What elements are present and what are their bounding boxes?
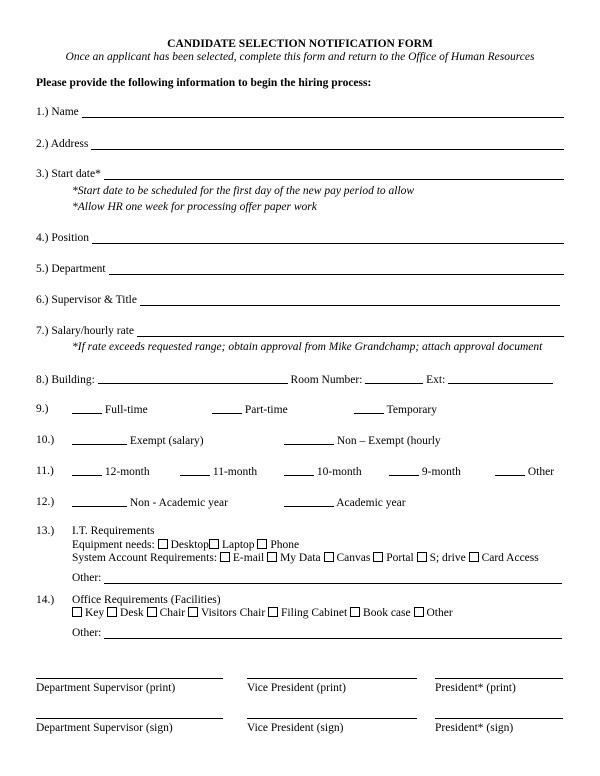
checkbox-icon[interactable] [417, 552, 427, 562]
facilities-other-field[interactable] [72, 627, 562, 639]
q9-option-temporary[interactable]: Temporary [354, 403, 437, 416]
position-field[interactable] [36, 232, 564, 244]
sys-cardaccess-option[interactable]: Card Access [469, 552, 539, 564]
q9-number: 9.) [36, 403, 49, 415]
q11-option-11month[interactable]: 11-month [180, 465, 257, 478]
checkbox-icon[interactable] [350, 607, 360, 617]
building-line[interactable] [98, 373, 288, 384]
fac-desk-option[interactable]: Desk [107, 607, 144, 619]
position-line[interactable] [92, 232, 564, 244]
fac-book-case-option[interactable]: Book case [350, 607, 411, 619]
checkbox-icon[interactable] [107, 607, 117, 617]
system-accounts-row [72, 552, 539, 564]
q13-number: 13.) [36, 525, 55, 537]
building-row [36, 373, 553, 386]
checkbox-icon[interactable] [414, 607, 424, 617]
q12-option-academic[interactable]: Academic year [284, 496, 406, 509]
department-field[interactable] [36, 263, 564, 275]
q12-number: 12.) [36, 496, 55, 508]
name-label: 1.) Name [36, 106, 79, 118]
start-date-note-1: *Start date to be scheduled for the first day of the new pay period to allow [72, 185, 415, 197]
checkbox-icon[interactable] [267, 552, 277, 562]
q11-option-9month[interactable]: 9-month [389, 465, 461, 478]
president-sign-label: President* (sign) [435, 722, 514, 734]
checkbox-icon[interactable] [72, 607, 82, 617]
q11-option-10month[interactable]: 10-month [284, 465, 362, 478]
start-date-label: 3.) Start date* [36, 168, 101, 180]
checkbox-icon[interactable] [373, 552, 383, 562]
it-other-label: Other: [72, 572, 102, 584]
it-requirements-heading: I.T. Requirements [72, 525, 155, 537]
salary-field[interactable] [36, 325, 564, 337]
name-field[interactable] [36, 106, 564, 118]
vp-sign-line[interactable] [247, 718, 417, 719]
room-label: Room Number: [290, 374, 363, 386]
sys-portal-option[interactable]: Portal [373, 552, 413, 564]
equipment-needs-row [72, 539, 299, 551]
q10-option-exempt[interactable]: Exempt (salary) [72, 434, 204, 447]
dept-supervisor-print-line[interactable] [36, 678, 223, 679]
form-title: CANDIDATE SELECTION NOTIFICATION FORM [167, 38, 433, 50]
building-label: 8.) Building: [36, 374, 95, 386]
supervisor-line[interactable] [140, 294, 560, 306]
it-other-field[interactable] [72, 572, 562, 584]
q14-number: 14.) [36, 594, 55, 606]
checkbox-icon[interactable] [188, 607, 198, 617]
fac-other-option[interactable]: Other [414, 607, 453, 619]
checkbox-icon[interactable] [209, 539, 219, 549]
system-label: System Account Requirements: [72, 552, 218, 564]
sys-canvas-option[interactable]: Canvas [324, 552, 371, 564]
equip-laptop-option[interactable]: Laptop [209, 539, 255, 551]
address-field[interactable] [36, 138, 564, 150]
q10-number: 10.) [36, 434, 55, 446]
q10-option-nonexempt[interactable]: Non – Exempt (hourly [284, 434, 441, 447]
checkbox-icon[interactable] [147, 607, 157, 617]
equipment-label: Equipment needs: [72, 539, 155, 551]
start-date-field[interactable] [36, 168, 564, 180]
fac-chair-option[interactable]: Chair [147, 607, 186, 619]
checkbox-icon[interactable] [220, 552, 230, 562]
facilities-other-label: Other: [72, 627, 102, 639]
sys-email-option[interactable]: E-mail [220, 552, 264, 564]
start-date-note-2: *Allow HR one week for processing offer paper work [72, 201, 317, 213]
salary-line[interactable] [137, 325, 564, 337]
checkbox-icon[interactable] [324, 552, 334, 562]
vp-print-label: Vice President (print) [247, 682, 346, 694]
dept-supervisor-sign-label: Department Supervisor (sign) [36, 722, 173, 734]
it-other-line[interactable] [104, 572, 562, 584]
checkbox-icon[interactable] [469, 552, 479, 562]
address-label: 2.) Address [36, 138, 89, 150]
checkbox-icon[interactable] [257, 539, 267, 549]
ext-label: Ext: [426, 374, 446, 386]
president-print-line[interactable] [435, 678, 563, 679]
supervisor-field[interactable] [36, 294, 560, 306]
president-print-label: President* (print) [435, 682, 516, 694]
dept-supervisor-print-label: Department Supervisor (print) [36, 682, 176, 694]
form-subtitle: Once an applicant has been selected, complete this form and return to the Office of Human Resources [65, 51, 535, 63]
salary-note: *If rate exceeds requested range; obtain approval from Mike Grandchamp; attach approval document [72, 341, 543, 353]
department-label: 5.) Department [36, 263, 106, 275]
facilities-other-line[interactable] [104, 627, 562, 639]
checkbox-icon[interactable] [158, 539, 168, 549]
position-label: 4.) Position [36, 232, 90, 244]
intro-text: Please provide the following information to begin the hiring process: [36, 77, 372, 89]
q11-option-12month[interactable]: 12-month [72, 465, 150, 478]
start-date-line[interactable] [104, 168, 564, 180]
dept-supervisor-sign-line[interactable] [36, 718, 223, 719]
supervisor-label: 6.) Supervisor & Title [36, 294, 137, 306]
fac-key-option[interactable]: Key [72, 607, 104, 619]
fac-filing-cabinet-option[interactable]: Filing Cabinet [268, 607, 347, 619]
vp-print-line[interactable] [247, 678, 417, 679]
ext-line[interactable] [448, 373, 553, 384]
department-line[interactable] [109, 263, 564, 275]
facilities-heading: Office Requirements (Facilities) [72, 594, 221, 606]
q11-option-other[interactable]: Other [495, 465, 554, 478]
facilities-items-row [72, 607, 453, 619]
room-line[interactable] [365, 373, 423, 384]
president-sign-line[interactable] [435, 718, 563, 719]
q11-number: 11.) [36, 465, 54, 477]
sys-mydata-option[interactable]: My Data [267, 552, 321, 564]
address-line[interactable] [91, 138, 564, 150]
checkbox-icon[interactable] [268, 607, 278, 617]
q9-option-fulltime[interactable]: Full-time [72, 403, 148, 416]
equip-desktop-option[interactable]: Desktop [158, 539, 209, 551]
salary-label: 7.) Salary/hourly rate [36, 325, 135, 337]
sys-sdrive-option[interactable]: S; drive [417, 552, 466, 564]
fac-visitors-chair-option[interactable]: Visitors Chair [188, 607, 265, 619]
equip-phone-option[interactable]: Phone [257, 539, 299, 551]
q9-option-parttime[interactable]: Part-time [212, 403, 288, 416]
vp-sign-label: Vice President (sign) [247, 722, 344, 734]
q12-option-nonacademic[interactable]: Non - Academic year [72, 496, 228, 509]
name-line[interactable] [82, 106, 564, 118]
